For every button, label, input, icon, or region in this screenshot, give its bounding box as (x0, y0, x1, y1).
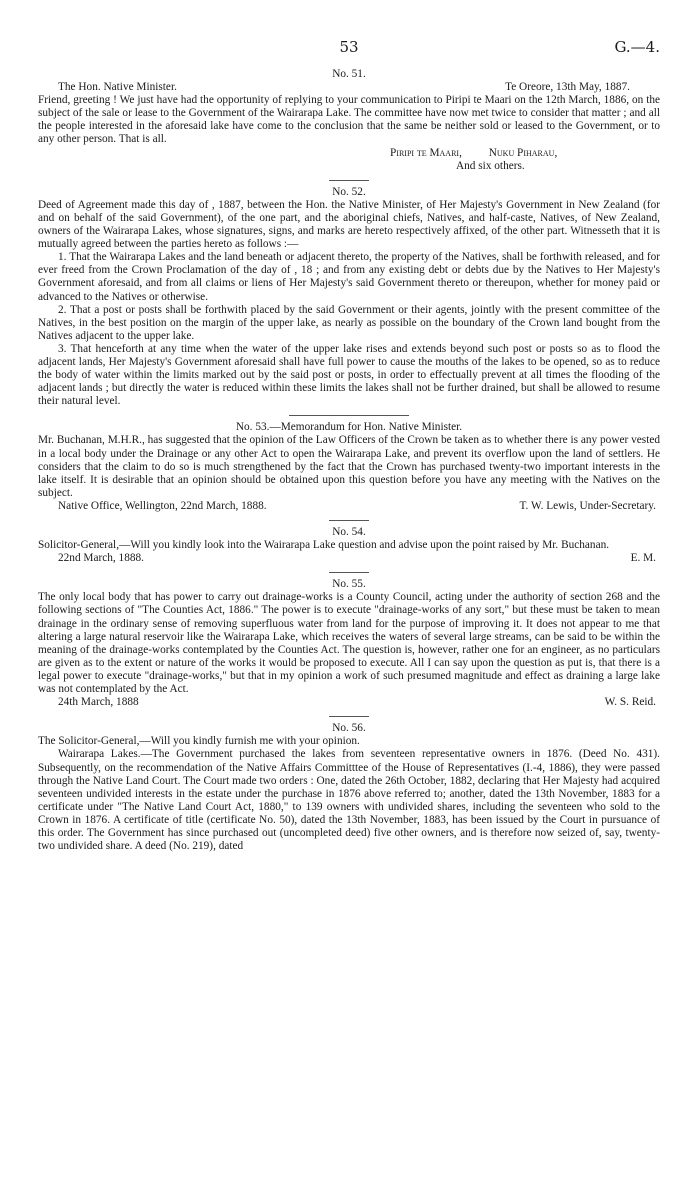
document-body (38, 68, 660, 853)
page-header (38, 38, 660, 60)
signature-block (38, 147, 660, 173)
minute-body: Solicitor-General,—Will you kindly look into the Wairarapa Lake question and advise upon the point raised by Mr. Buchanan. (38, 539, 610, 552)
section-divider (289, 415, 409, 416)
page-number: 53 (339, 38, 359, 56)
letter-body: Friend, greeting ! We just have had the opportunity of replying to your communication to Piripi te Maari on the 12th March, 1886, on the subject of the sale or lease to the Government of the Wairarapa Lake. The committee have now met twice to consider that matter ; and all the people interested in the aforesaid lake have come to the conclusion that the same be neither sold or leased to the Government, or to any other person. That is all. (38, 94, 660, 146)
deed-intro: Deed of Agreement made this day of , 1887, between the Hon. the Native Minister, of Her Majesty's Government in New Zealand (for and on behalf of the said Government), of the one part, and the aboriginal chiefs, Natives, and half-caste, Natives, of New Zealand, owners of the Wairarapa Lakes, whose signatures, signs, and marks are hereto respectively affixed, of the other part. Witnesseth that it is mutually agreed between the parties hereto as follows :— (38, 198, 660, 251)
section-heading-no54: No. 54. (332, 526, 366, 538)
deed-clause-3: 3. That henceforth at any time when the water of the upper lake rises and extends beyond such post or posts so as to flood the adjacent lands, Her Majesty's Government aforesaid shall have full power to cause the mouths of the lakes to be opened, so as to reduce the body of water within the limits marked out by the said post or posts, in order to effectually prevent at all times the flooding of the adjacent lands ; but directly the water is reduced within these limits the lakes shall not be further drained, but shall be allowed to resume their natural level. (38, 342, 660, 408)
memo-signature: T. W. Lewis, Under-Secretary. (519, 499, 656, 512)
section-divider (329, 572, 369, 573)
place-date: Te Oreore, 13th May, 1887. (505, 81, 630, 94)
section-divider (329, 520, 369, 521)
section-divider (329, 716, 369, 717)
deed-clause-1: 1. That the Wairarapa Lakes and the land beneath or adjacent thereto, the property of the Natives, shall be forthwith released, and for ever freed from the Crown Proclamation of the day of , 18 ; and from any existing debt or debts due by the Natives to Her Majesty's Government aforesaid, and from all claims or liens of Her Majesty's said Government thereto or thereupon, whether for money paid or advanced to the Natives or otherwise. (38, 251, 660, 303)
memo-place-date: Native Office, Wellington, 22nd March, 1888. (58, 499, 267, 512)
deed-clause-2: 2. That a post or posts shall be forthwith placed by the said Government or their agents, jointly with the present committee of the Natives, in the best position on the margin of the upper lake, as nearly as possible on the boundary of the Crown land bought from the Natives adjacent to the upper lake. (38, 303, 660, 342)
lakes-history-body: Wairarapa Lakes.—The Government purchased the lakes from seventeen representative owners in 1876. (Deed No. 431). Subsequently, on the recommendation of the Native Affairs Committtee of the House of Representatives (I.-4, 1886), they were passed through the Native Land Court. The Court made two orders : One, dated the 26th October, 1882, declaring that Her Majesty had acquired seventeen undivided interests in the estate under the purchase in 1876 above referred to; another, dated the 13th November, 1883 for a certificate under "The Native Land Court Act, 1880," to 139 owners with undivided shares, including the seventeen who sold to the Crown in 1876. A certificate of title (certificate No. 50), dated the 13th November, 1883, has been issued by the Court in pursuance of this order. The Government has since purchased out (uncompleted deed) five other owners, and is therefore now seized of, say, twenty-two undivided share. A deed (No. 219), dated (38, 748, 660, 853)
request-body: The Solicitor-General,—Will you kindly furnish me with your opinion. (38, 735, 360, 748)
section-heading-no53: No. 53.—Memorandum for Hon. Native Minister. (235, 421, 463, 434)
opinion-body: The only local body that has power to carry out drainage-works is a County Council, acting under the authority of section 268 and the following sections of "The Counties Act, 1886." The power is to execute "drainage-works of any sort," but these must be taken to mean drainage in the ordinary sense of removing superfluous water from land for the purpose of improving it. It does not appear to me that altering a large natural reservoir like the Wairarapa Lake, which receives the waters of several large streams, can be said to be within the meaning of the drainage-works contemplated by the Counties Act. The question is, however, rather one for an engineer, as no particulars are given as to the extent or nature of the works it would be proposed to execute. All I can say upon the question as put is, that there is a legal power to execute "drainage-works," but that in my opinion a work of such presumed magnitude and effect as draining a large lake was not contemplated by the Act. (38, 591, 660, 696)
memo-footer (38, 500, 660, 513)
minute-signature: E. M. (630, 552, 656, 565)
opinion-footer (38, 696, 660, 709)
signature-1: Piripi te Maari, (390, 146, 462, 159)
section-heading-no55: No. 55. (332, 578, 366, 591)
signature-2: Nuku Piharau, (488, 146, 558, 159)
minute-footer (38, 552, 660, 565)
addressee: The Hon. Native Minister. (58, 81, 177, 94)
opinion-signature: W. S. Reid. (604, 696, 656, 709)
minute-date: 22nd March, 1888. (58, 552, 144, 565)
addressee-row (38, 81, 660, 94)
section-heading-no51: No. 51. (332, 68, 366, 80)
section-heading-no52: No. 52. (332, 185, 366, 198)
opinion-date: 24th March, 1888 (58, 696, 139, 709)
document-code: G.—4. (614, 38, 660, 56)
section-divider (329, 180, 369, 181)
memo-body: Mr. Buchanan, M.H.R., has suggested that the opinion of the Law Officers of the Crown be taken as to whether there is any power vested in a local body under the Drainage or any other Act to open the Wairarapa Lake, and prevent its overflow upon the land of settlers. He considers that the claim to do so is much strengthened by the fact that the Crown has purchased twenty-two important interests in the lake itself. It is desirable that an opinion should be obtained upon this question before you have any meeting with the Natives on the subject. (38, 434, 660, 499)
signature-3: And six others. (456, 159, 525, 172)
section-heading-no56: No. 56. (332, 722, 366, 735)
